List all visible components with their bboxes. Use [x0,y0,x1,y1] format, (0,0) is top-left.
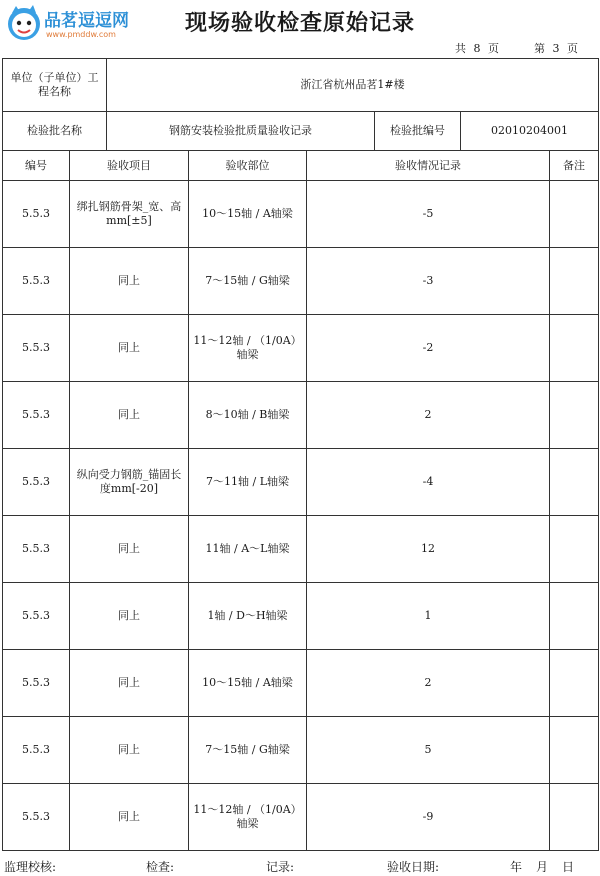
batch-no-value: 02010204001 [461,112,599,151]
date-year: 年 [510,860,523,874]
row-record: 5 [307,717,550,784]
row-location: 11～12轴 / （1/0A）轴梁 [189,315,307,382]
row-record: -4 [307,449,550,516]
page-title: 现场验收检查原始记录 [184,11,415,36]
date-day: 日 [562,860,575,874]
row-no: 5.5.3 [3,717,70,784]
row-item: 纵向受力钢筋_锚固长度mm[-20] [70,449,189,516]
row-item: 同上 [70,784,189,851]
row-item: 同上 [70,717,189,784]
unit-label: 单位（子单位）工程名称 [3,59,107,112]
table-row [3,248,599,315]
date-label: 验收日期: [387,860,440,874]
row-no: 5.5.3 [3,382,70,449]
row-record: -3 [307,248,550,315]
total-unit: 页 [488,42,501,55]
row-location: 7～15轴 / G轴梁 [189,248,307,315]
row-no: 5.5.3 [3,516,70,583]
col-header-remark: 备注 [550,151,599,181]
total-prefix: 共 [455,42,468,55]
row-remark [550,382,599,449]
col-header-location: 验收部位 [189,151,307,181]
unit-value: 浙江省杭州品茗1#楼 [107,59,599,112]
row-location: 8～10轴 / B轴梁 [189,382,307,449]
row-item: 同上 [70,315,189,382]
row-remark [550,248,599,315]
current-unit: 页 [567,42,580,55]
row-remark [550,315,599,382]
row-item: 同上 [70,650,189,717]
row-item: 同上 [70,382,189,449]
row-record: -9 [307,784,550,851]
row-record: -5 [307,181,550,248]
logo-url: www.pmddw.com [46,30,116,39]
row-item: 同上 [70,516,189,583]
row-remark [550,784,599,851]
row-no: 5.5.3 [3,315,70,382]
current-prefix: 第 [534,42,547,55]
row-location: 10～15轴 / A轴梁 [189,650,307,717]
row-record: 2 [307,650,550,717]
row-location: 11轴 / A～L轴梁 [189,516,307,583]
table-row [3,717,599,784]
row-remark [550,516,599,583]
row-no: 5.5.3 [3,650,70,717]
table-row [3,516,599,583]
table-row [3,583,599,650]
batch-no-label: 检验批编号 [375,112,461,151]
row-record: 2 [307,382,550,449]
page-info [455,40,580,56]
row-remark [550,181,599,248]
row-no: 5.5.3 [3,248,70,315]
row-record: -2 [307,315,550,382]
batch-name-label: 检验批名称 [3,112,107,151]
total-pages: 8 [473,42,483,55]
row-remark [550,717,599,784]
row-no: 5.5.3 [3,449,70,516]
table-row [3,449,599,516]
table-row [3,382,599,449]
row-location: 1轴 / D～H轴梁 [189,583,307,650]
row-record: 1 [307,583,550,650]
inspection-table [2,58,599,851]
row-no: 5.5.3 [3,784,70,851]
current-page: 3 [552,42,562,55]
row-location: 10～15轴 / A轴梁 [189,181,307,248]
row-remark [550,583,599,650]
supervisor-label: 监理校核: [4,860,57,874]
row-remark [550,650,599,717]
recorder-label: 记录: [266,860,295,874]
row-no: 5.5.3 [3,181,70,248]
table-row [3,784,599,851]
col-header-item: 验收项目 [70,151,189,181]
batch-name-value: 钢筋安装检验批质量验收记录 [107,112,375,151]
row-item: 绑扎钢筋骨架_宽、高mm[±5] [70,181,189,248]
date-month: 月 [536,860,549,874]
row-location: 11～12轴 / （1/0A）轴梁 [189,784,307,851]
logo-name: 品茗逗逗网 [44,11,129,31]
column-header-row [3,151,599,181]
table-row [3,181,599,248]
row-location: 7～15轴 / G轴梁 [189,717,307,784]
row-item: 同上 [70,248,189,315]
inspector-label: 检查: [146,860,175,874]
col-header-record: 验收情况记录 [307,151,550,181]
row-record: 12 [307,516,550,583]
row-location: 7～11轴 / L轴梁 [189,449,307,516]
col-header-no: 编号 [3,151,70,181]
row-remark [550,449,599,516]
row-no: 5.5.3 [3,583,70,650]
table-row [3,315,599,382]
table-row [3,650,599,717]
row-item: 同上 [70,583,189,650]
